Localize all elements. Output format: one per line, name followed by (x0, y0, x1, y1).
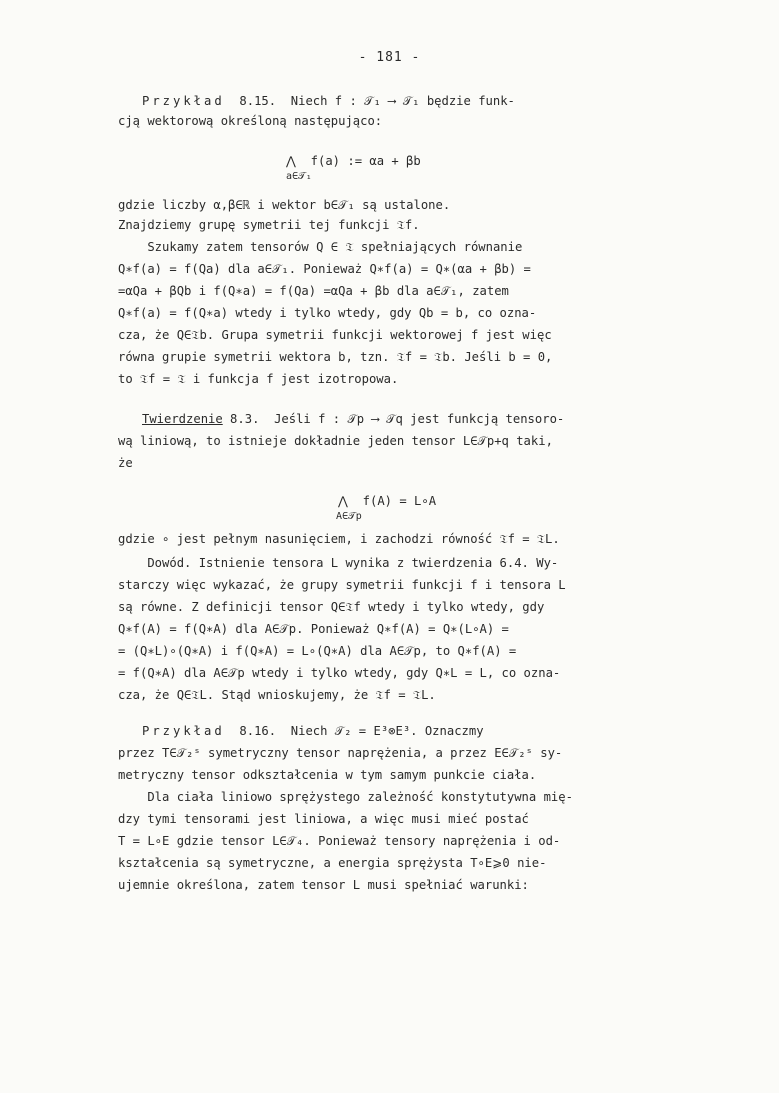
example-8-16-line: Dla ciała liniowo sprężystego zależność konstytutywna mię- (118, 790, 573, 804)
example-8-15-line: cją wektorową określoną następująco: (118, 114, 383, 128)
theorem-8-3-line: wą liniową, to istnieje dokładnie jeden tensor L∈𝒯p+q taki, (118, 434, 553, 448)
theorem-8-3-heading-line (142, 410, 564, 428)
example-8-16-heading-line (142, 722, 484, 740)
example-8-15-formula-subscript: a∈𝒯₁ (286, 171, 312, 182)
example-number: 8.16. (239, 724, 277, 738)
example-8-16-line: metryczny tensor odkształcenia w tym samym punkcie ciała. (118, 768, 537, 782)
example-8-15-line: Q∗f(a) = f(Q∗a) wtedy i tylko wtedy, gdy Qb = b, co ozna- (118, 306, 537, 320)
example-label: Przykład (142, 724, 225, 738)
example-8-15-formula: ⋀ f(a) := αa + βb (286, 154, 421, 168)
example-8-15-line: Znajdziemy grupę symetrii tej funkcji 𝔗f. (118, 218, 420, 232)
example-number: 8.15. (239, 94, 277, 108)
theorem-8-3-line: że (118, 456, 133, 470)
example-8-15-line: Q∗f(a) = f(Qa) dla a∈𝒯₁. Ponieważ Q∗f(a) = Q∗(αa + βb) = (118, 262, 531, 276)
theorem-8-3-formula: ⋀ f(A) = L∘A (338, 494, 437, 508)
example-text: Niech 𝒯₂ = E³⊗E³. Oznaczmy (290, 724, 484, 738)
example-8-16-line: przez T∈𝒯₂ˢ symetryczny tensor naprężenia, a przez E∈𝒯₂ˢ sy- (118, 746, 563, 760)
example-8-15-line: =αQa + βQb i f(Q∗a) = f(Qa) =αQa + βb dla a∈𝒯₁, zatem (118, 284, 509, 298)
example-8-16-line: ujemnie określona, zatem tensor L musi spełniać warunki: (118, 878, 529, 892)
example-8-15-line: Szukamy zatem tensorów Q ∈ 𝔗 spełniających równanie (118, 240, 523, 254)
example-8-15-line: równa grupie symetrii wektora b, tzn. 𝔗f = 𝔗b. Jeśli b = 0, (118, 350, 553, 364)
example-8-16-line: kształcenia są symetryczne, a energia sprężysta T∘E⩾0 nie- (118, 856, 547, 870)
proof-line: = f(Q∗A) dla A∈𝒯p wtedy i tylko wtedy, gdy Q∗L = L, co ozna- (118, 666, 561, 680)
proof-line: Q∗f(A) = f(Q∗A) dla A∈𝒯p. Ponieważ Q∗f(A) = Q∗(L∘A) = (118, 622, 509, 636)
theorem-label: Twierdzenie (142, 412, 223, 426)
page-number: - 181 - (358, 50, 421, 65)
example-8-15-line: gdzie liczby α,β∈ℝ i wektor b∈𝒯₁ są ustalone. (118, 198, 451, 212)
proof-line: = (Q∗L)∘(Q∗A) i f(Q∗A) = L∘(Q∗A) dla A∈𝒯p, to Q∗f(A) = (118, 644, 517, 658)
example-8-15-line: cza, że Q∈𝔗b. Grupa symetrii funkcji wektorowej f jest więc (118, 328, 552, 342)
proof-line: są równe. Z definicji tensor Q∈𝔗f wtedy i tylko wtedy, gdy (118, 600, 545, 614)
example-8-15-heading-line (142, 92, 515, 110)
proof-line: cza, że Q∈𝔗L. Stąd wnioskujemy, że 𝔗f = 𝔗L. (118, 688, 436, 702)
proof-line: starczy więc wykazać, że grupy symetrii funkcji f i tensora L (118, 578, 566, 592)
example-8-16-line: dzy tymi tensorami jest liniowa, a więc musi mieć postać (118, 812, 529, 826)
example-text: Niech f : 𝒯₁ ⟶ 𝒯₁ będzie funk- (290, 94, 515, 108)
example-8-16-line: T = L∘E gdzie tensor L∈𝒯₄. Ponieważ tensory naprężenia i od- (118, 834, 561, 848)
theorem-8-3-formula-subscript: A∈𝒯p (336, 511, 362, 522)
proof-line: Dowód. Istnienie tensora L wynika z twierdzenia 6.4. Wy- (118, 556, 559, 570)
theorem-text: 8.3. Jeśli f : 𝒯p ⟶ 𝒯q jest funkcją tensoro- (222, 412, 565, 426)
theorem-8-3-line: gdzie ∘ jest pełnym nasunięciem, i zachodzi równość 𝔗f = 𝔗L. (118, 532, 560, 546)
example-label: Przykład (142, 94, 225, 108)
example-8-15-line: to 𝔗f = 𝔗 i funkcja f jest izotropowa. (118, 372, 399, 386)
